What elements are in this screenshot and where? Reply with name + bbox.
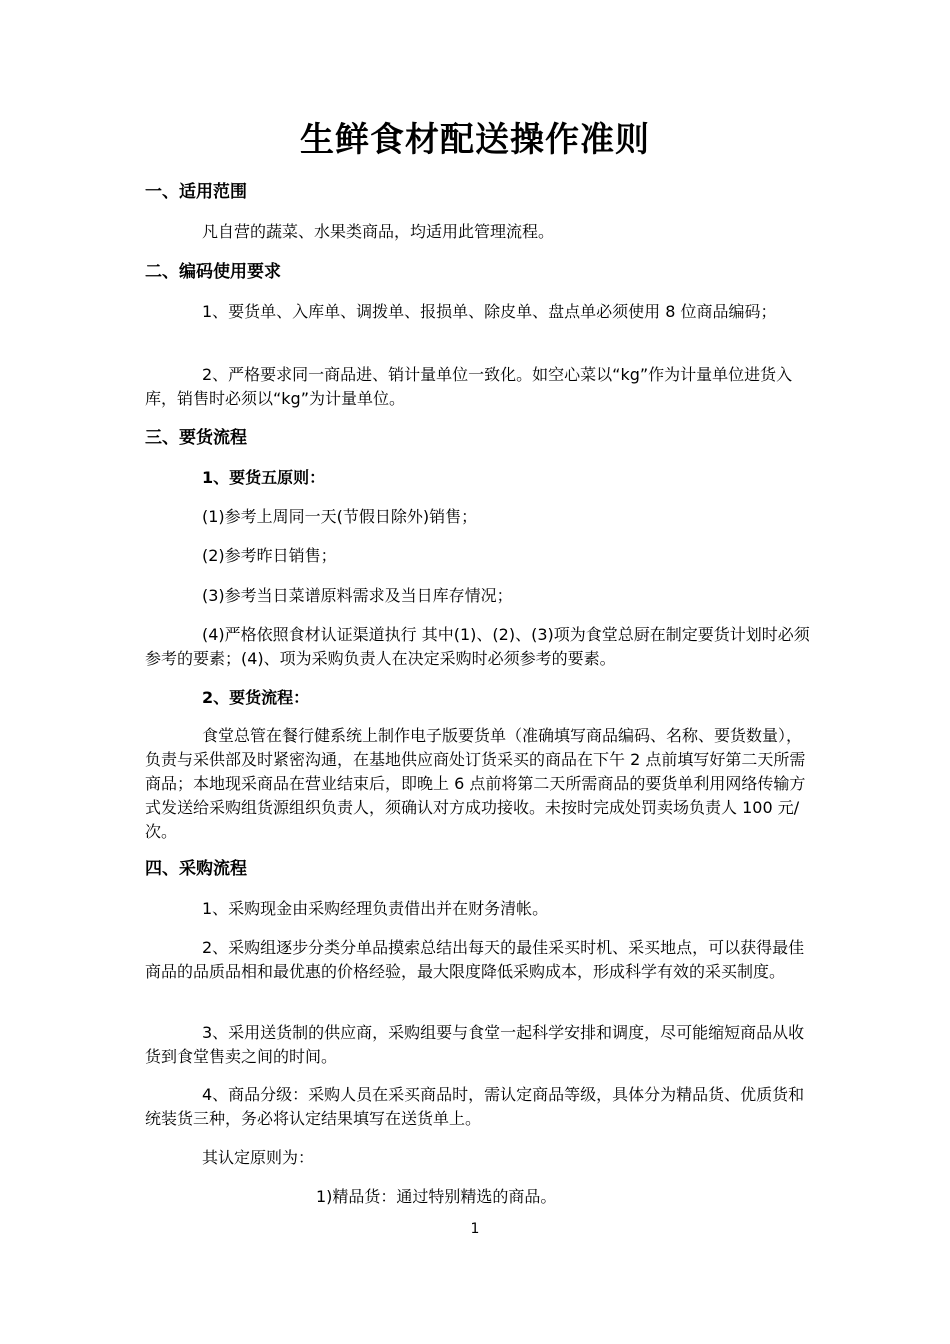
- paragraph-ordering-process: 食堂总管在餐行健系统上制作电子版要货单（准确填写商品编码、名称、要货数量），负责与采供部及时紧密沟通，在基地供应商处订货采买的商品在下午 2 点前填写好第二天所需商品；本地现采商品在营业结束后，即晚上 6 点前将第二天所需商品的要货单利用网络传输方式发送给采购组货源组织负责人，须确认对方成功接收。未按时完成处罚卖场负责人 100 元/次。: [145, 726, 806, 841]
- paragraph-purchasing-3: 3、采用送货制的供应商，采购组要与食堂一起科学安排和调度，尽可能缩短商品从收货到食堂售卖之间的时间。: [145, 1023, 805, 1066]
- paragraph-coding-1: 1、要货单、入库单、调拨单、报损单、除皮单、盘点单必须使用 8 位商品编码；: [202, 302, 777, 321]
- section-heading-purchasing: 四、采购流程: [145, 859, 247, 879]
- section-heading-coding: 二、编码使用要求: [145, 262, 281, 282]
- subheading-five-principles: 1、要货五原则：: [202, 468, 326, 487]
- principle-1: (1)参考上周同一天(节假日除外)销售；: [202, 507, 478, 526]
- document-title: 生鲜食材配送操作准则: [300, 120, 650, 160]
- paragraph-scope: 凡自营的蔬菜、水果类商品，均适用此管理流程。: [202, 222, 555, 241]
- paragraph-purchasing-2: 2、采购组逐步分类分单品摸索总结出每天的最佳采买时机、采买地点，可以获得最佳商品的品质品相和最优惠的价格经验，最大限度降低采购成本，形成科学有效的采买制度。: [145, 938, 805, 981]
- principle-4: (4)严格依照食材认证渠道执行 其中(1)、(2)、(3)项为食堂总厨在制定要货计划时必须参考的要素；(4)、项为采购负责人在决定采购时必须参考的要素。: [145, 625, 810, 668]
- principle-2: (2)参考昨日销售；: [202, 546, 337, 565]
- paragraph-coding-2: 2、严格要求同一商品进、销计量单位一致化。如空心菜以“kg”作为计量单位进货入库，销售时必须以“kg”为计量单位。: [145, 365, 793, 408]
- page-number: 1: [470, 1221, 480, 1237]
- paragraph-purchasing-1: 1、采购现金由采购经理负责借出并在财务清帐。: [202, 899, 549, 918]
- subheading-ordering-process: 2、要货流程：: [202, 688, 310, 707]
- section-heading-scope: 一、适用范围: [145, 182, 247, 202]
- section-heading-ordering: 三、要货流程: [145, 428, 247, 448]
- principle-3: (3)参考当日菜谱原料需求及当日库存情况；: [202, 586, 513, 605]
- paragraph-grading-principle: 其认定原则为：: [202, 1148, 315, 1167]
- paragraph-purchasing-4: 4、商品分级：采购人员在采买商品时，需认定商品等级，具体分为精品货、优质货和统装货三种，务必将认定结果填写在送货单上。: [145, 1085, 805, 1128]
- grading-item-premium: 1)精品货：通过特别精选的商品。: [316, 1187, 557, 1206]
